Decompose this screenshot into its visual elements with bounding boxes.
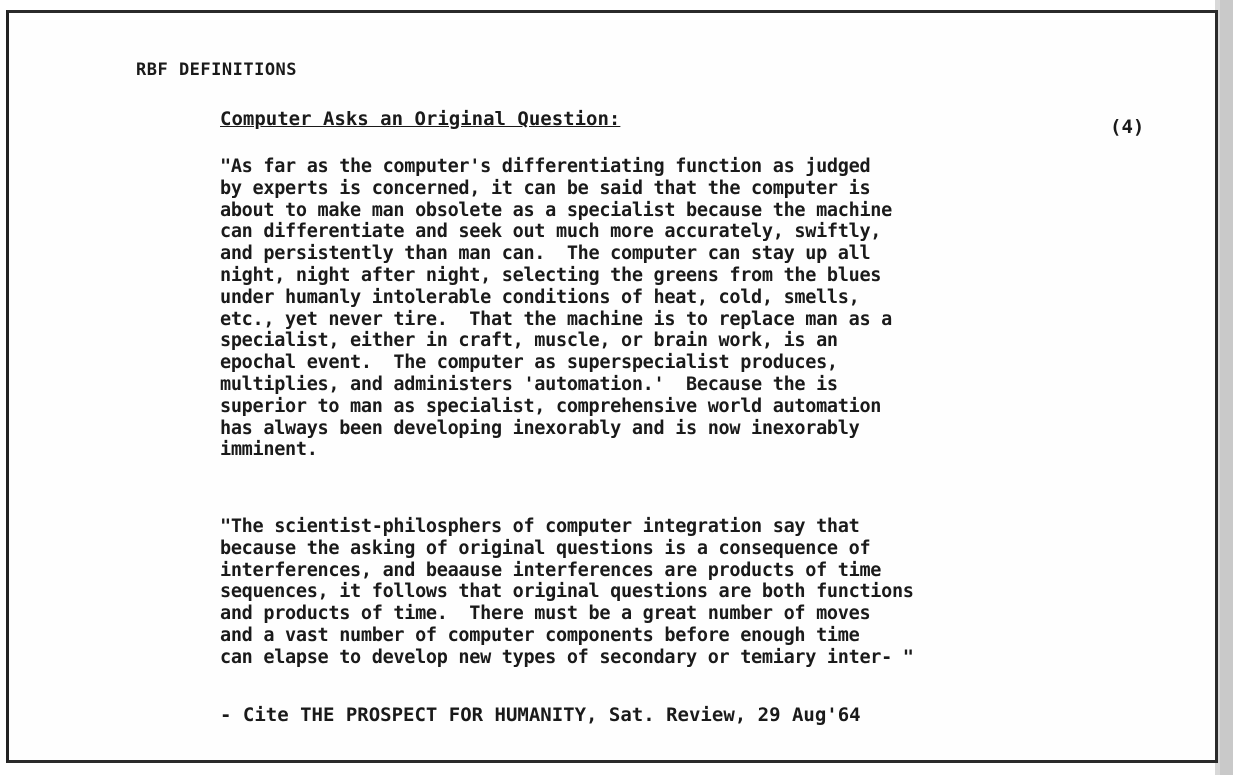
- quote-paragraph-2: "The scientist-philosphers of computer integration say that because the asking of original questions is a consequence of interferences, and beaause interferences are products of time sequences, it follows that original questions are both functions and products of time. There must be a great number of moves and a vast number of computer components before enough time can elapse to develop new types of secondary or temiary inter- ": [220, 516, 914, 668]
- page-number: (4): [1110, 116, 1145, 138]
- document-header: RBF DEFINITIONS: [136, 60, 298, 80]
- document-subtitle: Computer Asks an Original Question:: [220, 108, 621, 130]
- page-edge-shadow-inner: [1220, 0, 1233, 775]
- citation: - Cite THE PROSPECT FOR HUMANITY, Sat. Review, 29 Aug'64: [220, 704, 861, 726]
- quote-paragraph-1: "As far as the computer's differentiating function as judged by experts is concerned, it can be said that the computer is about to make man obsolete as a specialist because the machine can differentiate and seek out much more accurately, swiftly, and persistently than man can. The computer can stay up all night, night after night, selecting the greens from the blues under humanly intolerable conditions of heat, cold, smells, etc., yet never tire. That the machine is to replace man as a specialist, either in craft, muscle, or brain work, is an epochal event. The computer as superspecialist produces, multiplies, and administers 'automation.' Because the is superior to man as specialist, comprehensive world automation has always been developing inexorably and is now inexorably imminent.: [220, 156, 892, 461]
